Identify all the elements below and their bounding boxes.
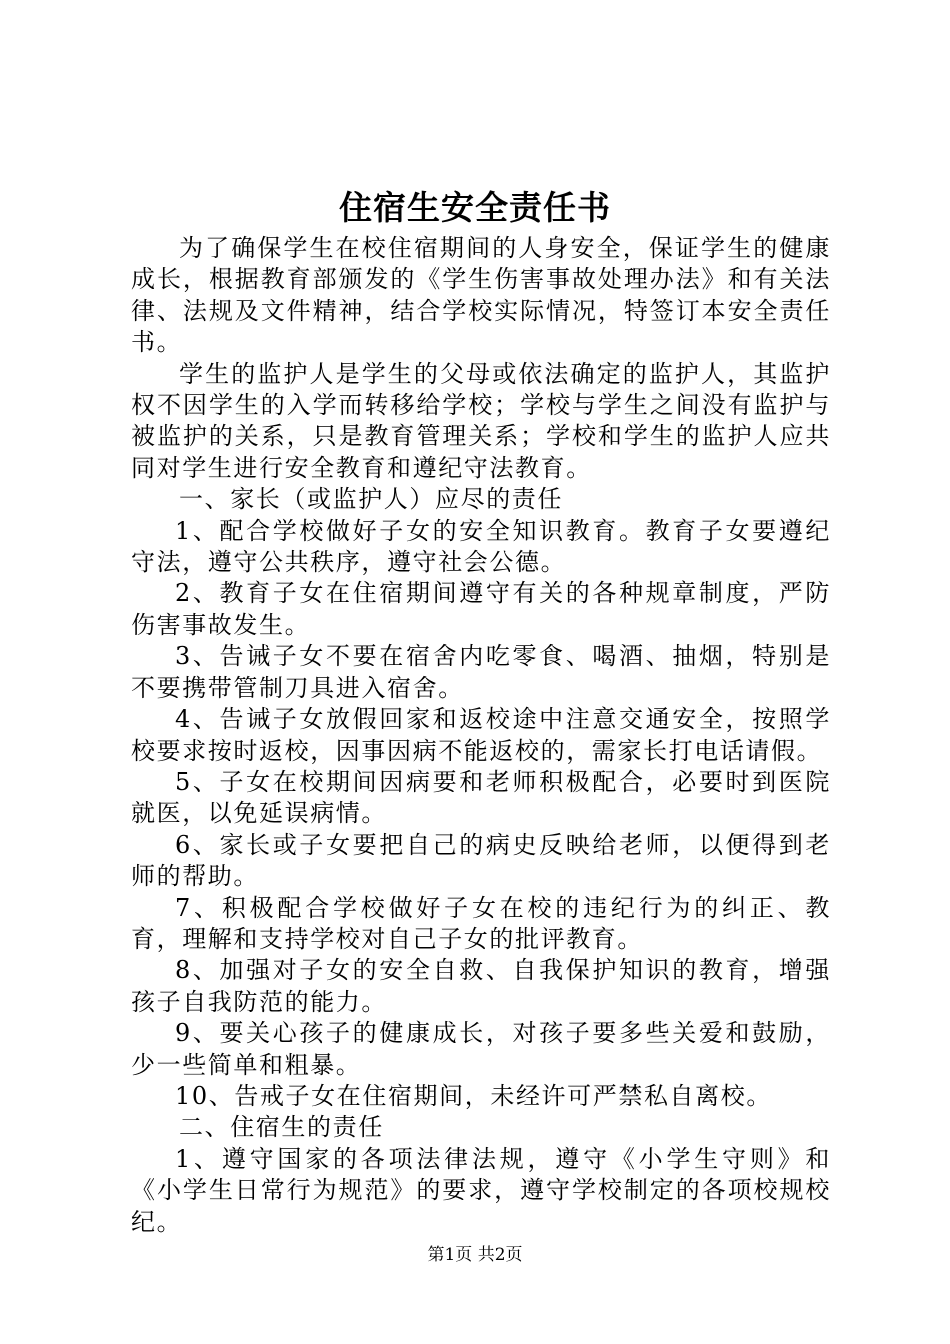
section-heading-student: 二、住宿生的责任 (179, 1113, 384, 1142)
parent-item-5: 5、子女在校期间因病要和老师积极配合，必要时到医院就医，以免延误病情。 (131, 767, 831, 828)
parent-item-4: 4、告诫子女放假回家和返校途中注意交通安全，按照学校要求按时返校，因事因病不能返校的，需家长打电话请假。 (131, 705, 831, 765)
paragraph-intro: 为了确保学生在校住宿期间的人身安全，保证学生的健康成长，根据教育部颁发的《学生伤害事故处理办法》和有关法律、法规及文件精神，结合学校实际情况，特签订本安全责任书。 (131, 234, 831, 357)
section-heading-parent: 一、家长（或监护人）应尽的责任 (179, 485, 563, 514)
parent-item-9: 9、要关心孩子的健康成长，对孩子要多些关爱和鼓励，少一些简单和粗暴。 (131, 1019, 831, 1079)
document-title: 住宿生安全责任书 (339, 188, 611, 227)
document-body (131, 233, 831, 1238)
parent-item-10: 10、告戒子女在住宿期间，未经许可严禁私自离校。 (175, 1081, 772, 1110)
parent-item-7: 7、积极配合学校做好子女在校的违纪行为的纠正、教育，理解和支持学校对自己子女的批评教育。 (131, 893, 831, 953)
paragraph-guardian: 学生的监护人是学生的父母或依法确定的监护人，其监护权不因学生的入学而转移给学校；学校与学生之间没有监护与被监护的关系，只是教育管理关系；学校和学生的监护人应共同对学生进行安全教育和遵纪守法教育。 (131, 359, 831, 482)
parent-item-2: 2、教育子女在住宿期间遵守有关的各种规章制度，严防伤害事故发生。 (131, 579, 831, 639)
parent-item-3: 3、告诫子女不要在宿舍内吃零食、喝酒、抽烟，特别是不要携带管制刀具进入宿舍。 (131, 642, 831, 702)
page-number: 第1页 共2页 (427, 1245, 523, 1265)
parent-item-6: 6、家长或子女要把自己的病史反映给老师，以便得到老师的帮助。 (131, 830, 831, 891)
student-item-1: 1、遵守国家的各项法律法规，遵守《小学生守则》和《小学生日常行为规范》的要求，遵守学校制定的各项校规校纪。 (131, 1144, 831, 1236)
parent-item-8: 8、加强对子女的安全自救、自我保护知识的教育，增强孩子自我防范的能力。 (131, 956, 831, 1016)
parent-item-1: 1、配合学校做好子女的安全知识教育。教育子女要遵纪守法，遵守公共秩序，遵守社会公德。 (131, 516, 831, 577)
